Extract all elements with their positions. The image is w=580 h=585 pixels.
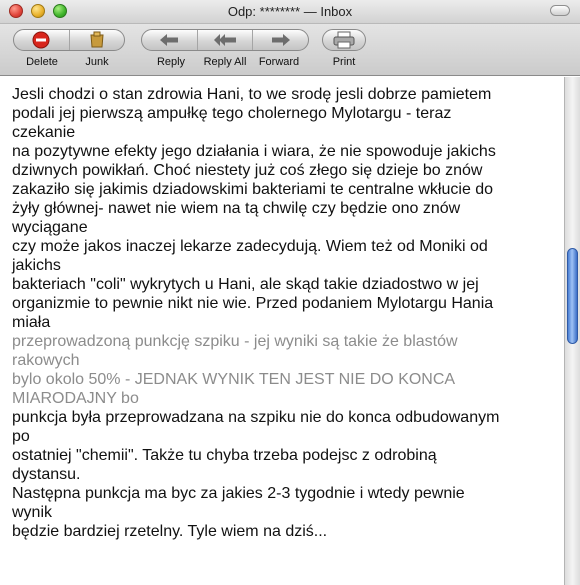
- toolbar-toggle-button[interactable]: [550, 5, 570, 16]
- message-line: punkcja była przeprowadzana na szpiku nie do konca odbudowanym: [12, 409, 500, 426]
- message-line: organizmie to pewnie nikt nie wie. Przed podaniem Mylotargu Hania: [12, 295, 494, 312]
- reply-all-label: Reply All: [203, 56, 247, 68]
- message-line: Jesli chodzi o stan zdrowia Hani, to we srodę jesli dobrze pamietem: [12, 86, 492, 103]
- message-line: Następna punkcja ma byc za jakies 2-3 tygodnie i wtedy pewnie: [12, 485, 465, 502]
- message-line: dystansu.: [12, 466, 81, 483]
- message-line: podali jej pierwszą ampułkę tego cholernego Mylotargu - teraz: [12, 105, 452, 122]
- junk-label: Junk: [85, 56, 109, 68]
- arrow-right-icon: [271, 33, 291, 47]
- message-line: zakaziło się jakimis dziadowskimi bakteriami te centralne wkłucie do: [12, 181, 494, 198]
- message-line: ostatniej "chemii". Także tu chyba trzeba podejsc z odrobiną: [12, 447, 437, 464]
- message-line: MIARODAJNY bo: [12, 390, 139, 407]
- message-line: przeprowadzoną punkcję szpiku - jej wyniki są takie że blastów: [12, 333, 458, 350]
- scroll-thumb[interactable]: [567, 248, 578, 344]
- vertical-scrollbar[interactable]: [564, 77, 580, 585]
- delete-button[interactable]: [14, 30, 69, 50]
- message-body[interactable]: [0, 77, 563, 585]
- delete-junk-group: [13, 29, 125, 51]
- title-bar: [0, 0, 580, 24]
- message-line: bakteriach "coli" wykrytych u Hani, ale skąd takie dziadostwo w jej: [12, 276, 479, 293]
- print-button[interactable]: [323, 30, 365, 50]
- message-line: na pozytywne efekty jego działania i wiara, że nie spowoduje jakichs: [12, 143, 496, 160]
- no-entry-icon: [32, 31, 50, 49]
- message-line: czy może jakos inaczej lekarze zadecydują. Wiem też od Moniki od: [12, 238, 488, 255]
- reply-all-button[interactable]: [197, 30, 253, 50]
- print-group: [322, 29, 366, 51]
- message-line: jakichs: [12, 257, 61, 274]
- reply-label: Reply: [156, 56, 186, 68]
- message-line: dziwnych powikłań. Choć niestety już coś złego się dzieje bo znów: [12, 162, 483, 179]
- message-line: czekanie: [12, 124, 76, 141]
- trash-bag-icon: [87, 31, 107, 49]
- print-label: Print: [332, 56, 356, 68]
- junk-button[interactable]: [69, 30, 125, 50]
- message-line: żyły głównej- nawet nie wiem na tą chwilę czy będzie ono znów: [12, 200, 461, 217]
- forward-label: Forward: [258, 56, 300, 68]
- message-line: wynik: [12, 504, 53, 521]
- toolbar: [0, 24, 580, 76]
- message-line: będzie bardziej rzetelny. Tyle wiem na dziś...: [12, 523, 328, 540]
- double-arrow-left-icon: [213, 33, 237, 47]
- message-line: miała: [12, 314, 51, 331]
- reply-group: [141, 29, 309, 51]
- window-title: Odp: ******** — Inbox: [227, 4, 353, 19]
- reply-button[interactable]: [142, 30, 197, 50]
- message-line: bylo okolo 50% - JEDNAK WYNIK TEN JEST NIE DO KONCA: [12, 371, 456, 388]
- delete-label: Delete: [26, 56, 58, 68]
- message-line: rakowych: [12, 352, 80, 369]
- message-line: wyciągane: [12, 219, 88, 236]
- forward-button[interactable]: [252, 30, 308, 50]
- arrow-left-icon: [159, 33, 179, 47]
- message-line: po: [12, 428, 30, 445]
- printer-icon: [333, 31, 355, 49]
